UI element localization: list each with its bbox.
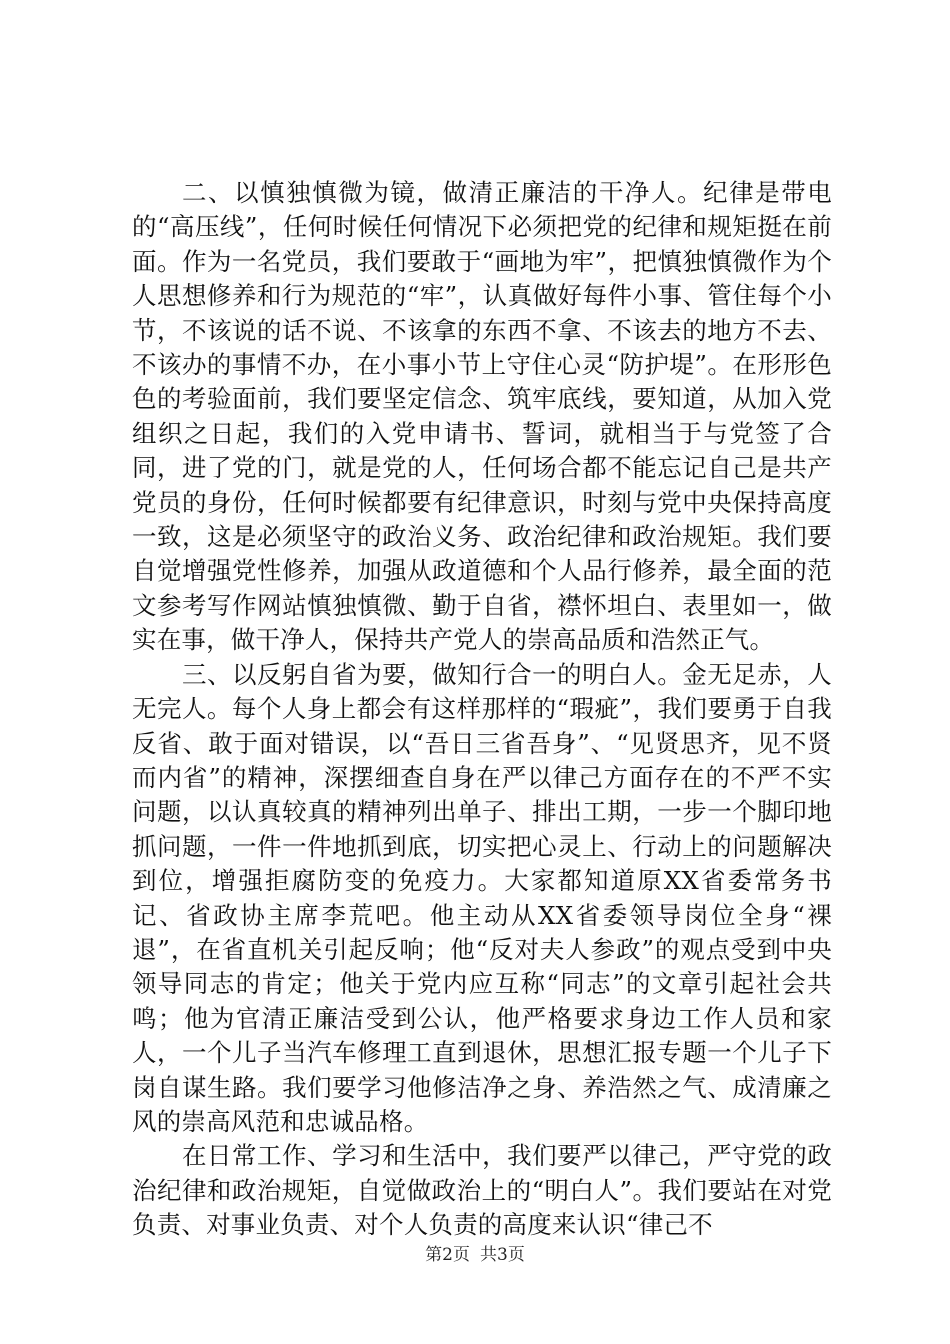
paragraph-section-two: 二、以慎独慎微为镜，做清正廉洁的干净人。纪律是带电的“高压线”，任何时候任何情况下必须把党的纪律和规矩挺在前面。作为一名党员，我们要敢于“画地为牢”，把慎独慎微作为个人思想修养和行为规范的“牢”，认真做好每件小事、管住每个小节，不该说的话不说、不该拿的东西不拿、不该去的地方不去、不该办的事情不办，在小事小节上守住心灵“防护堤”。在形形色色的考验面前，我们要坚定信念、筑牢底线，要知道，从加入党组织之日起，我们的入党申请书、誓词，就相当于与党签了合同，进了党的门，就是党的人，任何场合都不能忘记自己是共产党员的身份，任何时候都要有纪律意识，时刻与党中央保持高度一致，这是必须坚守的政治义务、政治纪律和政治规矩。我们要自觉增强党性修养，加强从政道德和个人品行修养，最全面的范文参考写作网站慎独慎微、勤于自省，襟怀坦白、表里如一，做实在事，做干净人，保持共产党人的崇高品质和浩然正气。 — [132, 178, 832, 655]
paragraph-daily-work: 在日常工作、学习和生活中，我们要严以律己，严守党的政治纪律和政治规矩，自觉做政治上的“明白人”。我们要站在对党负责、对事业负责、对个人负责的高度来认识“律己不 — [132, 1141, 832, 1240]
page-total: 共3页 — [480, 1245, 525, 1265]
document-body — [132, 176, 832, 1243]
page-footer — [0, 1244, 950, 1266]
page-number: 第2页 — [425, 1245, 470, 1265]
paragraph-section-three: 三、以反躬自省为要，做知行合一的明白人。金无足赤，人无完人。每个人身上都会有这样那样的“瑕疵”，我们要勇于自我反省、敢于面对错误，以“吾日三省吾身”、“见贤思齐，见不贤而内省”的精神，深摆细查自身在严以律己方面存在的不严不实问题，以认真较真的精神列出单子、排出工期，一步一个脚印地抓问题，一件一件地抓到底，切实把心灵上、行动上的问题解决到位，增强拒腐防变的免疫力。大家都知道原XX省委常务书记、省政协主席李荒吧。他主动从XX省委领导岗位全身“裸退”，在省直机关引起反响；他“反对夫人参政”的观点受到中央领导同志的肯定；他关于党内应互称“同志”的文章引起社会共鸣；他为官清正廉洁受到公认，他严格要求身边工作人员和家人，一个儿子当汽车修理工直到退休，思想汇报专题一个儿子下岗自谋生路。我们要学习他修洁净之身、养浩然之气、成清廉之风的崇高风范和忠诚品格。 — [132, 659, 832, 1136]
